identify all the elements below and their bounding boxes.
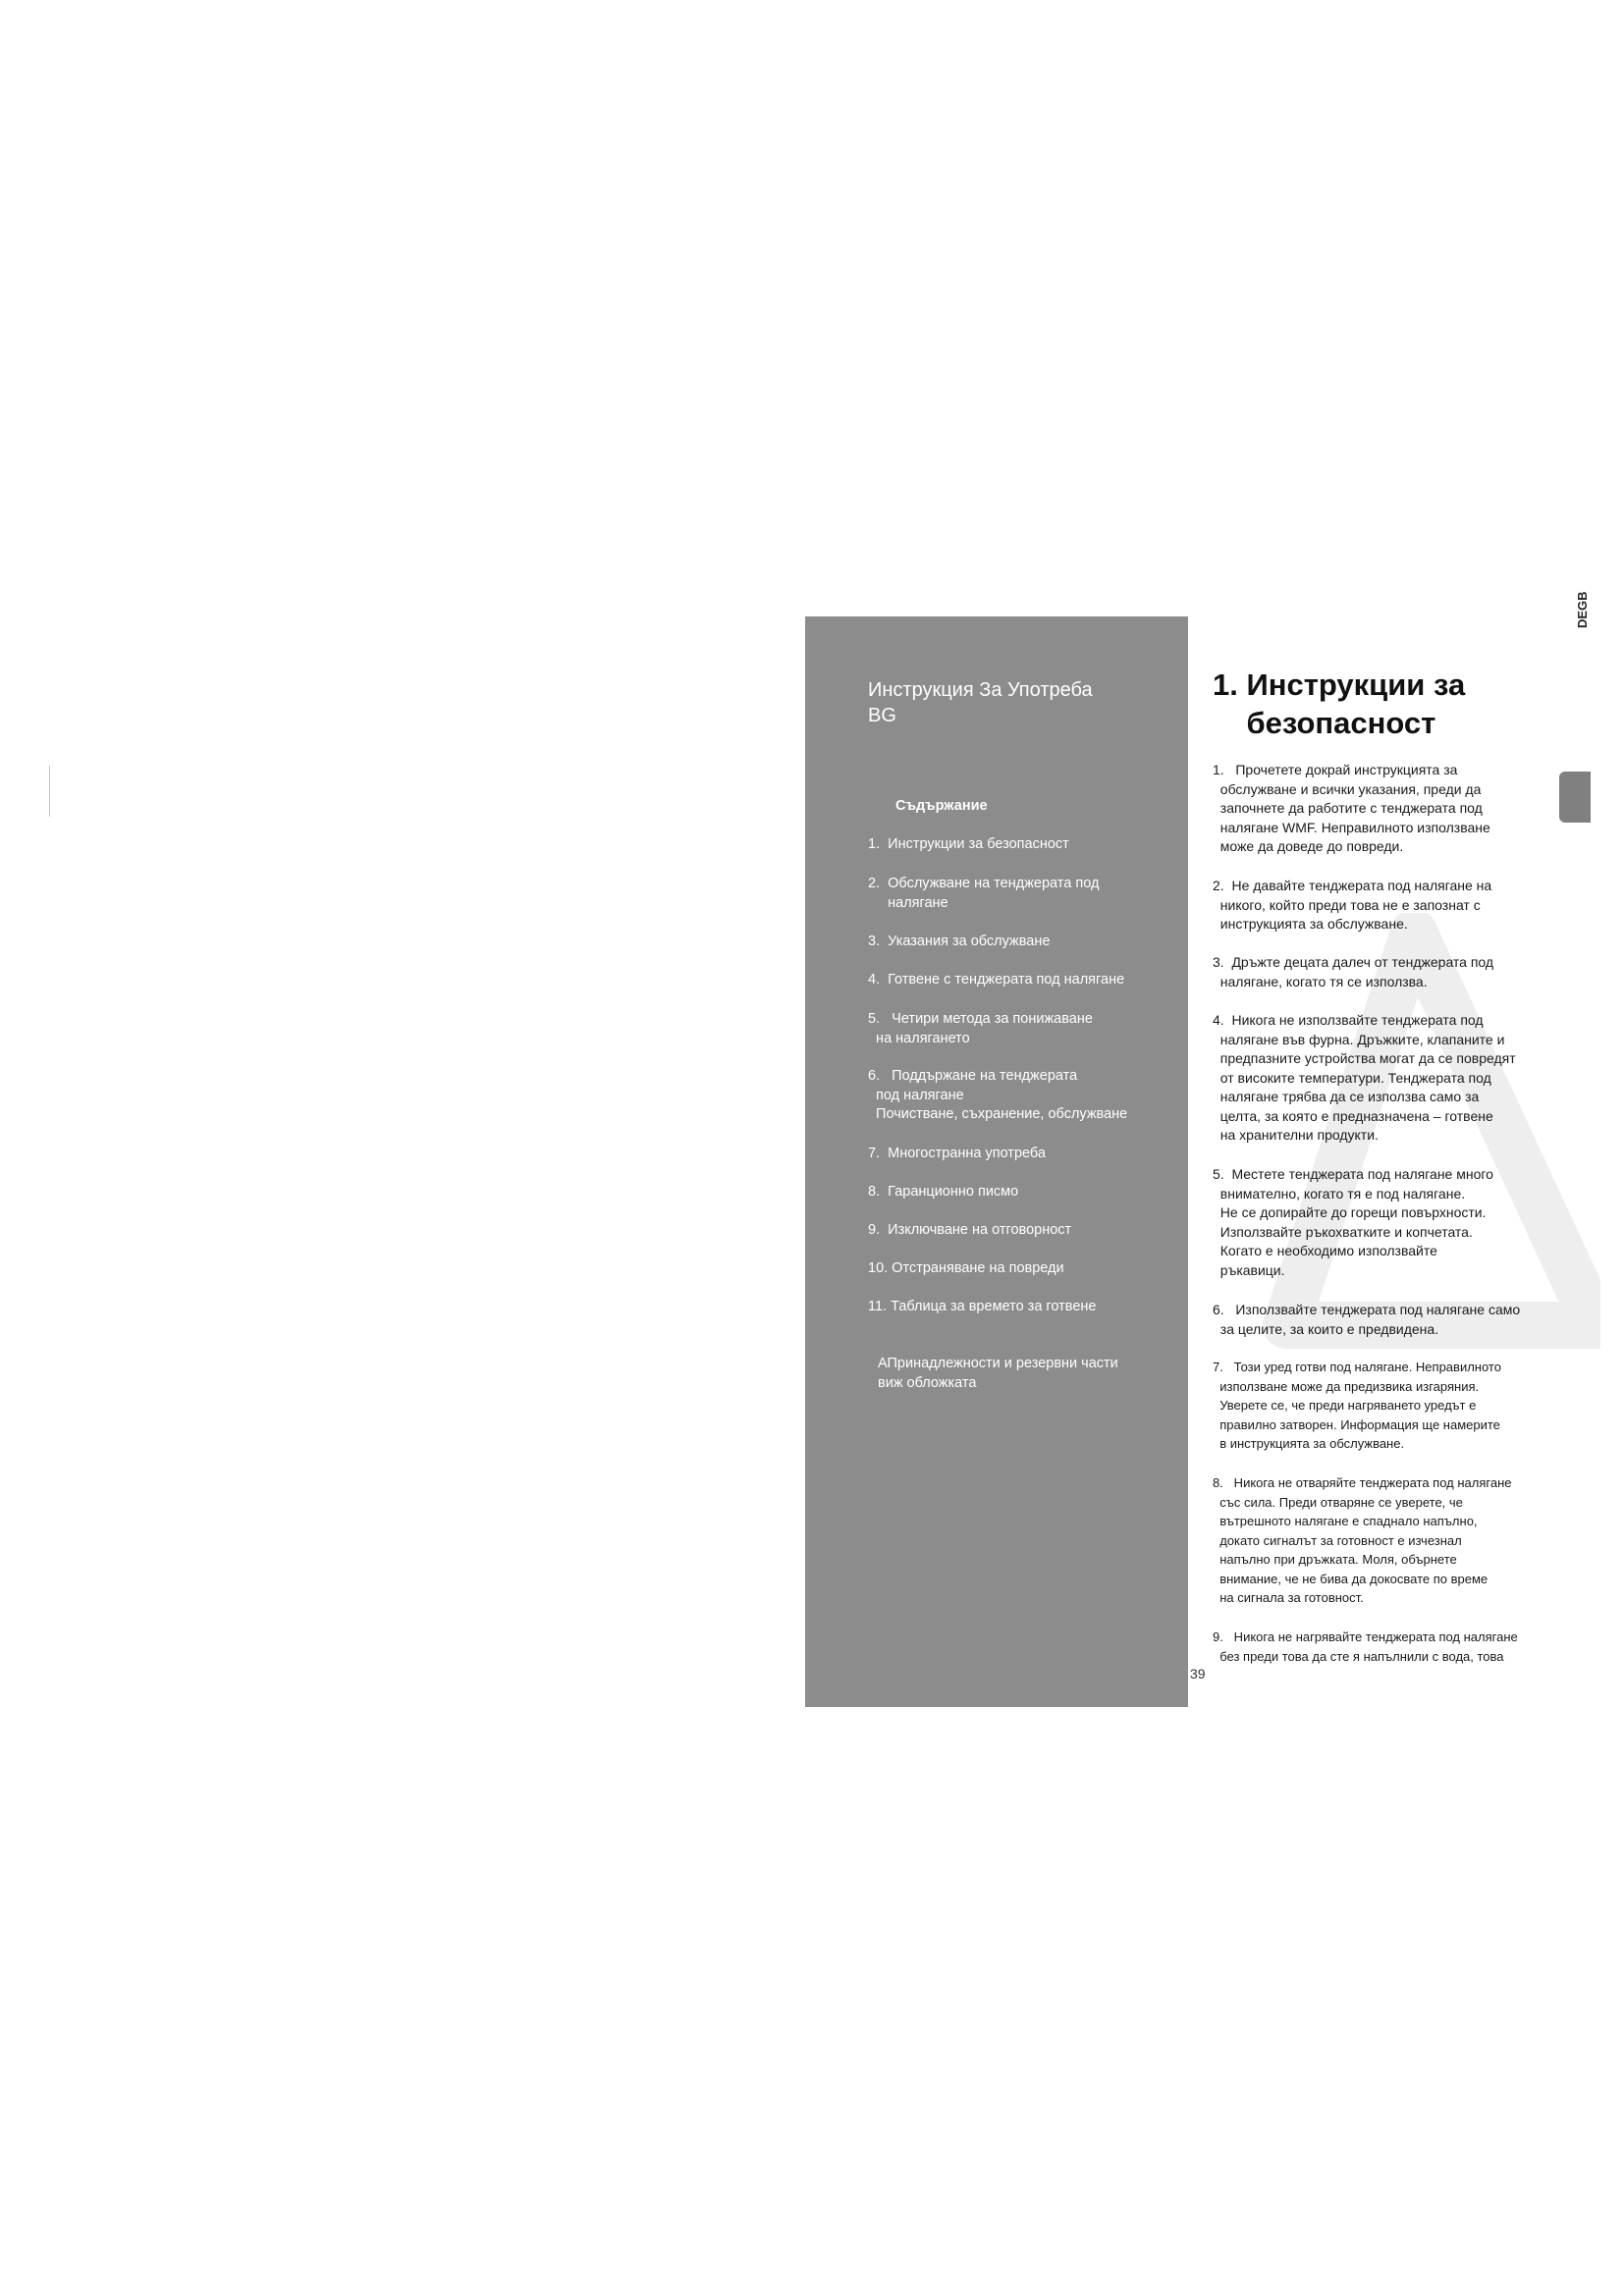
safety-item-line: налягане във фурна. Дръжките, клапаните и <box>1213 1031 1505 1047</box>
safety-item-line: обслужване и всички указания, преди да <box>1213 780 1482 797</box>
toc-item-label: под налягане <box>868 1087 964 1103</box>
toc-item-label: 5. Четири метода за понижаване <box>868 1011 1093 1027</box>
toc-item[interactable] <box>868 1145 1172 1164</box>
toc-item[interactable] <box>868 1183 1172 1202</box>
toc-item[interactable] <box>868 875 1172 913</box>
toc-accessories[interactable] <box>878 1355 1172 1393</box>
toc-item-label: налягане <box>868 894 948 911</box>
safety-item <box>1213 877 1542 934</box>
page-number: 39 <box>1190 1666 1206 1682</box>
language-label: BG <box>868 705 896 726</box>
safety-item-line: инструкцията за обслужване. <box>1213 916 1408 932</box>
safety-item-line: на хранителни продукти. <box>1213 1127 1379 1143</box>
safety-item-line: на сигнала за готовност. <box>1213 1590 1364 1605</box>
safety-item-line: за целите, за които е предвидена. <box>1213 1320 1439 1337</box>
safety-item-line: Уверете се, че преди нагряването уредът е <box>1213 1398 1477 1413</box>
safety-item-line: Използвайте ръкохватките и копчетата. <box>1213 1223 1473 1240</box>
toc-heading: Съдържание <box>895 798 988 814</box>
safety-item-line: 4. Никога не използвайте тенджерата под <box>1213 1012 1484 1028</box>
safety-item-line: 2. Не давайте тенджерата под налягане на <box>1213 878 1492 893</box>
manual-title-text: Инструкция За Употреба <box>868 679 1093 701</box>
language-tab <box>1559 772 1591 823</box>
toc-item-label: 7. Многостранна употреба <box>868 1146 1046 1161</box>
safety-item <box>1213 1301 1542 1339</box>
safety-item-line: докато сигналът за готовност е изчезнал <box>1213 1532 1462 1548</box>
safety-item-line: 7. Този уред готви под налягане. Неправилното <box>1213 1360 1501 1374</box>
toc-item[interactable] <box>868 1259 1172 1279</box>
safety-item-line: внимателно, когато тя е под налягане. <box>1213 1185 1466 1201</box>
toc-item-label: 9. Изключване на отговорност <box>868 1222 1072 1238</box>
toc-item[interactable] <box>868 1010 1172 1048</box>
language-code: DEGB <box>1575 591 1590 628</box>
safety-item <box>1213 1165 1542 1280</box>
safety-item <box>1213 1011 1542 1146</box>
safety-item-line: със сила. Преди отваряне се уверете, че <box>1213 1494 1463 1510</box>
toc-item[interactable] <box>868 971 1172 990</box>
safety-item <box>1213 1473 1542 1608</box>
safety-item-line: може да доведе до повреди. <box>1213 838 1404 854</box>
toc-item-label: 2. Обслужване на тенджерата под <box>868 876 1100 891</box>
safety-item-line: без преди това да сте я напълнили с вода, това <box>1213 1648 1504 1664</box>
toc-item-label: 6. Поддържане на тенджерата <box>868 1068 1078 1084</box>
safety-item-line: 3. Дръжте децата далеч от тенджерата под <box>1213 954 1494 970</box>
toc-accessories-line: виж обложката <box>878 1374 977 1391</box>
safety-item-line: 8. Никога не отваряйте тенджерата под налягане <box>1213 1475 1512 1490</box>
toc-item-label: 4. Готвене с тенджерата под налягане <box>868 972 1125 988</box>
toc-item[interactable] <box>868 835 1172 855</box>
safety-item-line: напълно при дръжката. Моля, обърнете <box>1213 1552 1457 1567</box>
toc-item[interactable] <box>868 1067 1172 1125</box>
safety-item-line: ръкавици. <box>1213 1261 1285 1278</box>
safety-item-line: налягане WMF. Неправилното използване <box>1213 819 1490 835</box>
toc-item-label: 10. Отстраняване на повреди <box>868 1260 1064 1276</box>
safety-item-line: 5. Местете тенджерата под налягане много <box>1213 1166 1493 1182</box>
toc-item-label: 8. Гаранционно писмо <box>868 1184 1019 1200</box>
safety-item-line: 1. Прочетете докрай инструкцията за <box>1213 762 1458 777</box>
safety-item-line: предпазните устройства могат да се повредят <box>1213 1050 1516 1066</box>
safety-item-line: целта, за която е предназначена – готвене <box>1213 1107 1493 1124</box>
safety-item-line: 6. Използвайте тенджерата под налягане само <box>1213 1302 1521 1317</box>
safety-item-line: от високите температури. Тенджерата под <box>1213 1069 1491 1086</box>
toc-item-label: Почистване, съхранение, обслужване <box>868 1106 1128 1122</box>
safety-item-line: вътрешното налягане е спаднало напълно, <box>1213 1514 1478 1528</box>
safety-item-line: правилно затворен. Информация ще намерите <box>1213 1416 1500 1432</box>
safety-item <box>1213 953 1542 991</box>
safety-item <box>1213 1358 1542 1454</box>
safety-item-line: Не се допирайте до горещи повърхности. <box>1213 1204 1487 1220</box>
toc-item[interactable] <box>868 1298 1172 1317</box>
toc-item-label: 3. Указания за обслужване <box>868 934 1051 949</box>
safety-item-line: започнете да работите с тенджерата под <box>1213 800 1483 816</box>
safety-item-line: налягане трябва да се използва само за <box>1213 1089 1480 1104</box>
safety-item-line: 9. Никога не нагрявайте тенджерата под налягане <box>1213 1629 1518 1644</box>
safety-item-line: налягане, когато тя се използва. <box>1213 973 1428 989</box>
margin-rule <box>49 766 50 817</box>
safety-item-line: никого, който преди това не е запознат с <box>1213 896 1481 913</box>
safety-item-line: използване може да предизвика изгаряния. <box>1213 1378 1480 1394</box>
safety-item-line: внимание, че не бива да докосвате по време <box>1213 1571 1489 1586</box>
toc-item[interactable] <box>868 1221 1172 1241</box>
contents-sidebar <box>805 616 1188 1707</box>
section-title <box>1213 666 1537 742</box>
section-title-line: безопасност <box>1213 706 1436 740</box>
safety-item-line: в инструкцията за обслужване. <box>1213 1436 1405 1451</box>
safety-item <box>1213 1628 1542 1666</box>
toc-accessories-line: АПринадлежности и резервни части <box>878 1356 1118 1371</box>
safety-item-line: Когато е необходимо използвайте <box>1213 1243 1437 1258</box>
section-title-line: 1. Инструкции за <box>1213 667 1466 702</box>
safety-item <box>1213 761 1542 857</box>
toc-item-label: 11. Таблица за времето за готвене <box>868 1299 1097 1314</box>
toc-item-label: на налягането <box>868 1030 970 1046</box>
toc-item-label: 1. Инструкции за безопасност <box>868 836 1069 852</box>
manual-title <box>868 677 1172 728</box>
toc-item[interactable] <box>868 933 1172 952</box>
